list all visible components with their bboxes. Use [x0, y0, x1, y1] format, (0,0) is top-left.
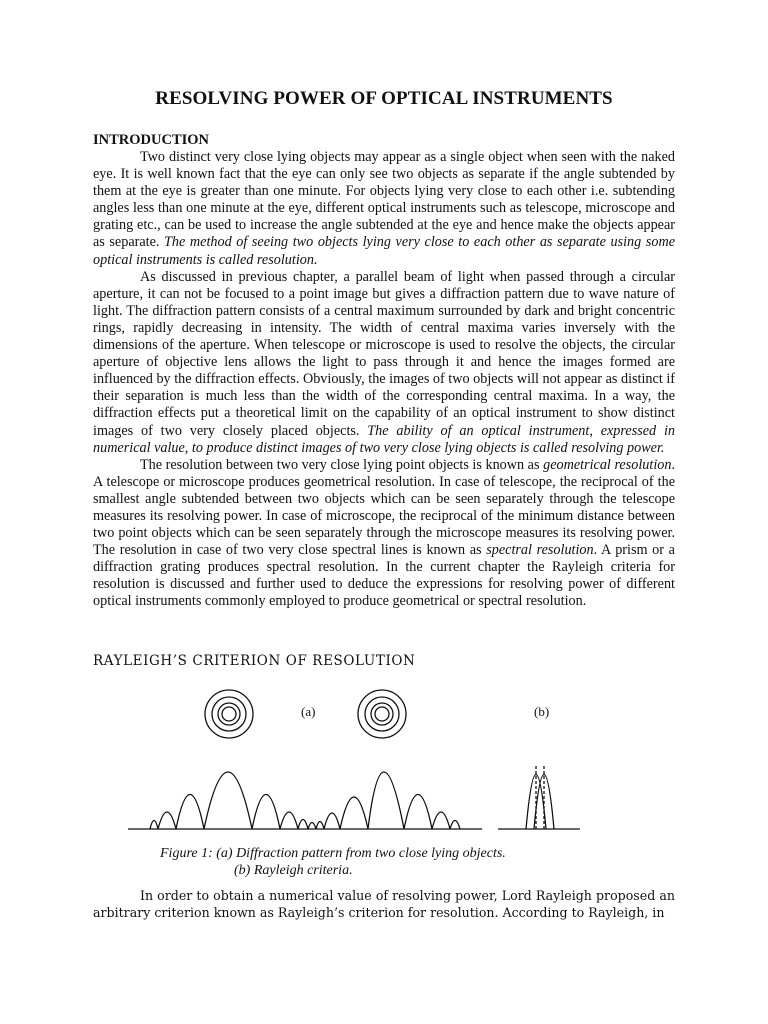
paragraph-2-definition: The ability of an optical instrument, expressed in numerical value, to produce distinct images of two very close lying objects is called resolving power.: [93, 422, 675, 456]
figure-caption: [160, 845, 640, 879]
introduction-heading: INTRODUCTION: [93, 132, 210, 148]
paragraph-2: [93, 269, 675, 457]
figure-caption-line-1: Figure 1: (a) Diffraction pattern from two close lying objects.: [160, 846, 506, 861]
introduction-body: [93, 149, 675, 611]
paragraph-4: In order to obtain a numerical value of resolving power, Lord Rayleigh proposed an arbitrary criterion known as Rayleigh’s criterion for resolution. According to Rayleigh, in: [93, 888, 675, 921]
ring-pattern-right: [358, 690, 406, 738]
figure-caption-line-2: (b) Rayleigh criteria.: [234, 863, 353, 878]
term-spectral-resolution: spectral resolution: [486, 542, 594, 559]
paragraph-1-text: Two distinct very close lying objects may appear as a single object when seen with the naked eye. It is well known fact that the eye can only see two objects as separate if the angle subtended by them at the eye is greater than one minute. For objects lying very close to each other i.e. subtending angles less than one minute at the eye, different optical instruments such as telescope, microscope and grating etc., can be used to increase the angle subtended at the eye and hence make the objects appear as separate.: [93, 149, 675, 251]
ring-pattern-left: [205, 690, 253, 738]
paragraph-1: [93, 149, 675, 269]
paragraph-3: [93, 457, 675, 611]
diffraction-curve-a: [150, 772, 460, 829]
paragraph-2-text: As discussed in previous chapter, a parallel beam of light when passed through a circular aperture, it can not be focused to a point image but gives a diffraction pattern due to wave nature of light. The diffraction pattern consists of a central maximum surrounded by dark and bright concentric rings, rapidly decreasing in intensity. The width of central maxima varies inversely with the dimensions of the aperture. When telescope or microscope is used to resolve the objects, the circular aperture of objective lens allows the light to pass through it and hence the images formed are influenced by the diffraction effects. Obviously, the images of two objects will not appear as distinct if their separation is much less than the width of the corresponding central maxima. In a way, the diffraction effects put a theoretical limit on the capability of an optical instrument to show distinct images of two very closely placed objects.: [93, 268, 675, 439]
paragraph-1-definition: The method of seeing two objects lying very close to each other as separate using some optical instruments is called resolution.: [93, 234, 675, 268]
paragraph-3-text-b: . A telescope or microscope produces geometrical resolution. In case of telescope, the reciprocal of the smallest angle subtended between two objects which can be seen separately through the telescope measures its resolving power. In case of microscope, the reciprocal of the minimum distance between two point objects which can be seen separately through the microscope measures its resolving power. The resolution in case of two very close spectral lines is known as: [93, 456, 675, 559]
figure-label-a: (a): [301, 704, 316, 719]
figure-label-b: (b): [534, 704, 550, 719]
term-geometrical-resolution: geometrical resolution: [543, 456, 672, 473]
paragraph-3-text-c: . A prism or a diffraction grating produces spectral resolution. In the current chapter the Rayleigh criteria for resolution is discussed and further used to deduce the expressions for resolving power of different optical instruments commonly employed to produce geometrical or spectral resolution.: [93, 542, 675, 610]
rayleigh-peaks-b: [526, 766, 554, 829]
rayleigh-heading: RAYLEIGH’S CRITERION OF RESOLUTION: [93, 653, 416, 669]
rayleigh-body: [93, 887, 675, 921]
document-title: RESOLVING POWER OF OPTICAL INSTRUMENTS: [155, 88, 613, 109]
paragraph-3-text-a: The resolution between two very close lying point objects is known as: [140, 456, 540, 473]
diffraction-figure: [120, 680, 600, 840]
